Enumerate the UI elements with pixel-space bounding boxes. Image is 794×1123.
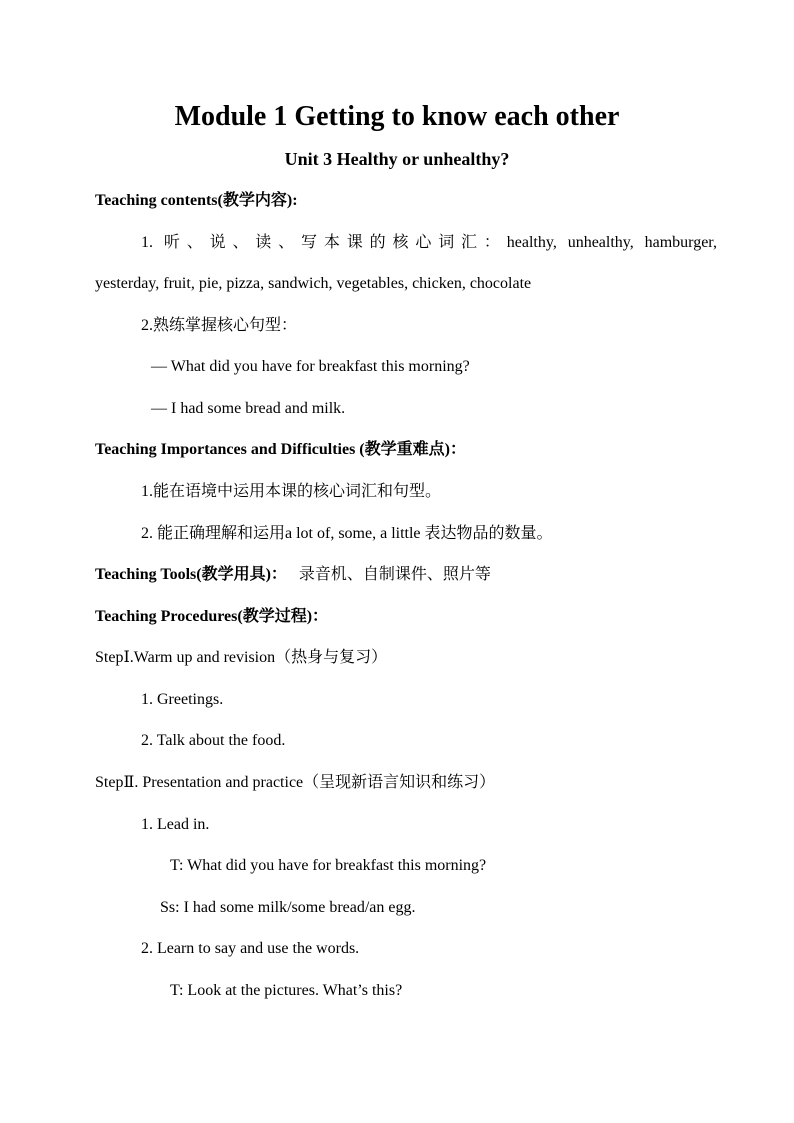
importances-heading: Teaching Importances and Difficulties (教学重难点)： — [95, 441, 466, 458]
step-1-item-1: 1. Greetings. — [141, 691, 224, 708]
step-2-item-1: 1. Lead in. — [141, 816, 210, 833]
step-1-heading: StepⅠ.Warm up and revision（热身与复习） — [95, 649, 388, 666]
step-2-teacher-line-1: T: What did you have for breakfast this morning? — [170, 857, 487, 874]
importances-item-2: 2. 能正确理解和运用a lot of, some, a little 表达物品的数量。 — [141, 525, 553, 542]
teaching-tools-heading: Teaching Tools(教学用具)： — [95, 566, 287, 583]
contents-item-1-line-1: 1. 听、说、读、写本课的核心词汇：healthy, unhealthy, hamburger, — [141, 234, 717, 251]
teaching-tools-text: 录音机、自制课件、照片等 — [298, 566, 491, 583]
contents-item-1-line-2: yesterday, fruit, pie, pizza, sandwich, vegetables, chicken, chocolate — [95, 275, 532, 292]
importances-item-1: 1.能在语境中运用本课的核心词汇和句型。 — [141, 483, 442, 500]
step-1-item-2: 2. Talk about the food. — [141, 732, 286, 749]
contents-item-2: 2.熟练掌握核心句型： — [141, 317, 298, 334]
dialog-answer: — I had some bread and milk. — [151, 400, 346, 417]
dialog-question: — What did you have for breakfast this morning? — [151, 358, 470, 375]
teaching-contents-heading: Teaching contents(教学内容): — [95, 192, 298, 209]
step-2-students-line: Ss: I had some milk/some bread/an egg. — [160, 899, 416, 916]
page-title: Module 1 Getting to know each other — [174, 101, 620, 132]
step-2-item-2: 2. Learn to say and use the words. — [141, 940, 360, 957]
procedures-heading: Teaching Procedures(教学过程)： — [95, 608, 329, 625]
page-subtitle: Unit 3 Healthy or unhealthy? — [284, 149, 510, 169]
step-2-teacher-line-2: T: Look at the pictures. What’s this? — [170, 982, 403, 999]
step-2-heading: StepⅡ. Presentation and practice（呈现新语言知识和练习） — [95, 774, 496, 791]
teaching-tools — [95, 565, 491, 585]
